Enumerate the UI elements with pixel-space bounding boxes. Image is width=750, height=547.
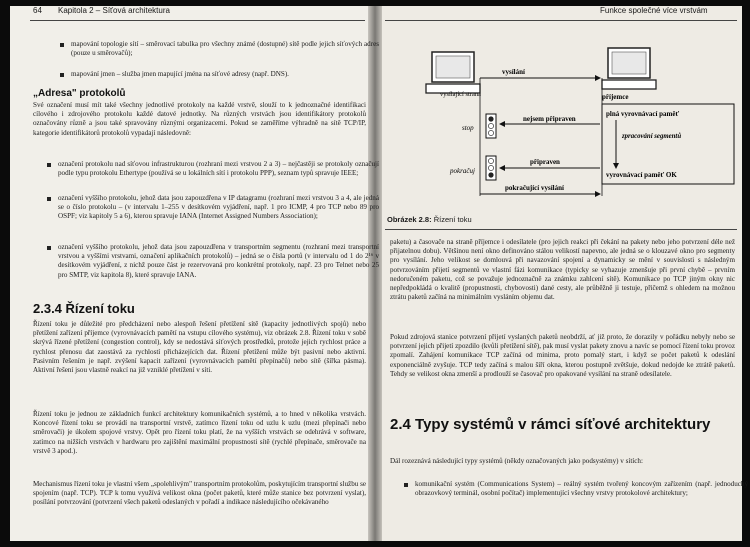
receiver-label: příjemce — [602, 93, 629, 101]
left-running-head: Kapitola 2 – Síťová architektura — [58, 6, 170, 15]
right-header-rule — [385, 20, 737, 21]
stop-traffic-light-icon — [486, 114, 496, 138]
sender-label — [440, 91, 481, 98]
right-paragraph-3: Dál rozeznává následující typy systémů (někdy označovaných jako podsystémy) v sítích: — [390, 457, 643, 465]
adresa-paragraph: Své označení musí mít také všechny jednotlivé protokoly na každé vrstvě, slouží to k jednoznačné identifikaci cílového i zdrojového protokolu každé datové jednotky. Na různých vrstvách jsou identifikátory protokolů označovány různě a jsou také spravovány různými organizacemi. Pokud se zaměříme výhradně na sítě TCP/IP, kategorie identifikátorů protokolů vypadají následovně: — [33, 101, 366, 137]
bullet-names: mapování jmen – služba jmen mapující jména na síťové adresy (např. DNS). — [58, 70, 379, 79]
bullet-topology: mapování topologie sítí – směrovací tabulka pro všechny známé (dostupné) sítě podle jejich síťových adres (pouze u směrovačů); — [58, 40, 379, 58]
figure-rule — [385, 229, 737, 230]
sender-computer-icon — [426, 52, 480, 93]
flow-paragraph-2: Řízení toku je jednou ze základních funkcí architektury komunikačních systémů, a to hned v několika vrstvách. Koncové řízení toku se provádí na transportní vrstvě, zatímco řízení toku od uzlu k uzlu (mezi přepínači nebo směrovači) je úkolem spojové vrstvy. Opět pro řízení toku platí, že na vyšších vrstvách se odehrává v software, zatímco na nižších vrstvách v hardwaru pro zajištění maximální propustnosti sítě (rychlé přepínače, směrovače na vrstvě 3 apod.). — [33, 410, 366, 455]
buffer-full-label: plná vyrovnávací paměť — [606, 110, 680, 118]
buffer-ok-label: vyrovnávací paměť OK — [606, 171, 677, 179]
bullet-ethertype: označení protokolu nad síťovou infrastrukturou (rozhraní mezi vrstvou 2 a 3) – nejčastěji se protokoly označují podle typu protokolu Ethertype (používá se u lokálních sítí i protokolu PPP), seznam typů spravuje IEEE; — [45, 160, 379, 178]
section-heading-system-types: 2.4 Typy systémů v rámci síťové architektury — [390, 416, 711, 433]
flow-control-figure — [380, 28, 742, 203]
flow-paragraph-1: Řízení toku je důležité pro předcházení nebo alespoň řešení přetížení sítě (kapacity jednotlivých spojů) nebo přetížení zařízení příjemce (vyrovnávacích pamětí na vstupu cílového systému), viz obrázek 2.8. Řízení toku v sobě skrývá řízené přetížení (congestion control), kdy se nedostává síťových prostředků, protože jejich rychlost práce a rychlost přenosu dat zaostává za rychlostí přicházejících dat. Řízení přetížení může být pasivní nebo aktivní. Pasivním řešením je např. zvýšení kapacit zařízení (vyrovnávacích pamětí přepínačů) nebo sítě (šířka pásma). Aktivní řešení jsou vlastně reakcí na již vzniklé přetížení v síti. — [33, 320, 366, 375]
left-header-rule — [30, 20, 365, 21]
bullet-ip-protocol: označení vyššího protokolu, jehož data jsou zapouzdřena v IP datagramu (rozhraní mezi vrstvou 3 a 4, ale jedná se o číslo protokolu – (v intervalu 1–255 v desítkovém vyjádření, např. 1 pro ICMP, 4 pro TCP nebo 89 pro OSPF; viz kapitoly 5 a 6), kterou spravuje IANA (Internet Assigned Numbers Association); — [45, 194, 379, 222]
page-number: 64 — [33, 6, 42, 15]
processing-label: zpracování segmentů — [622, 133, 682, 140]
continued-send-label: pokračující vysílání — [505, 184, 564, 192]
bullet-ports: označení vyššího protokolu, jehož data jsou zapouzdřena v transportním segmentu (rozhraní mezi transportní vrstvou a vyššími vrstvami, označení aplikačních protokolů) – jedná se o čísla portů (v intervalu od 1 do 2¹⁶ v desítkovém vyjádření, z nichž pouze část je rezervovaná pro konkrétní protokoly, např. 23 pro Telnet nebo 25 pro SMTP, viz kapitola 8), které spravuje IANA. — [45, 243, 379, 280]
bullet-communication-system: komunikační systém (Communications System) – reálný systém tvořený koncovým zařízením (např. jednoduchý obrazovkový terminál, osobní počítač) implementující všechny vrstvy protokolové architektury; — [402, 480, 748, 498]
adresa-heading: „Adresa" protokolů — [33, 88, 126, 99]
figure-caption-text: Řízení toku — [433, 215, 472, 224]
figure-caption-number: Obrázek 2.8: — [387, 215, 432, 224]
right-paragraph-1: paketu) a časovače na straně příjemce i odesílatele (pro jejich reakci při čekání na pakety nebo jeho potvrzení déle než přijatelnou dobu). Většinou není okno definováno stálou velikostí napevno, ale jedná se o klouzavé okno pro segmenty pro vysílání. Jeho velikost se domlouvá při navazování spojení a dynamicky se mění v souvislosti s následným potvrzováním přijetí segmentů ve vlastní fázi komunikace (typicky se vyhazuje zmenšuje při první chybě – prvním nedoručeném paketu, což se považuje jednoznačně za známku zahlcení sítě). Komunikace po TCP jiným okny nic nepředpokládá o kvalitě (propustnosti, chybovosti) dané cesty, ale průběžně ji testuje, přičemž s ohledem na možnou ztrátu paketů začíná na minimálním vysláním objemu dat. — [390, 238, 735, 302]
figure-caption — [387, 215, 472, 224]
send-label: vysílání — [502, 68, 525, 76]
section-heading-flow-control: 2.3.4 Řízení toku — [33, 301, 135, 316]
flow-paragraph-3: Mechanismus řízení toku je vlastní všem „spolehlivým" transportním protokolům, poskytujícím transportní službu se spojením (např. TCP). TCP k tomu využívá velikost okna (počet paketů, které může stanice bez potvrzení vyslat), posílání potvrzování (potvrzení všech paketů odeslaných v pořadí a indikace následujícího očekávaného — [33, 480, 366, 507]
not-ready-label: nejsem připraven — [523, 115, 576, 123]
ready-label: připraven — [530, 158, 560, 166]
right-running-head: Funkce společné více vrstvám — [600, 6, 708, 15]
go-traffic-light-icon — [486, 156, 496, 180]
right-paragraph-2: Pokud zdrojová stanice potvrzení přijetí vyslaných paketů neobdrží, ať již proto, že dorazily v pořádku nebyly nebo se potvrzení jejich přijetí zpozdilo (kvůli přetížení sítě), pak musí vyslat pakety znovu a navíc se pomocí řízení toku provoz zpomalí. Zahájení komunikace TCP začíná od minima, proto pomalý start, i když se počet paketů k odeslání exponenciálně zvyšuje. TCP tedy začíná s malou šíří okna, kterou postupně zvětšuje, dokud nedojde ke ztrátě paketů. Tehdy se velikost okna zmenší a prodlouží se časovač pro opakované vysílání na straně odesílatele. — [390, 333, 735, 378]
continue-label: pokračuj — [450, 167, 475, 175]
sender-label-text: vysílající strana — [440, 91, 481, 98]
stop-label: stop — [462, 124, 474, 132]
receiver-computer-icon — [602, 48, 656, 89]
